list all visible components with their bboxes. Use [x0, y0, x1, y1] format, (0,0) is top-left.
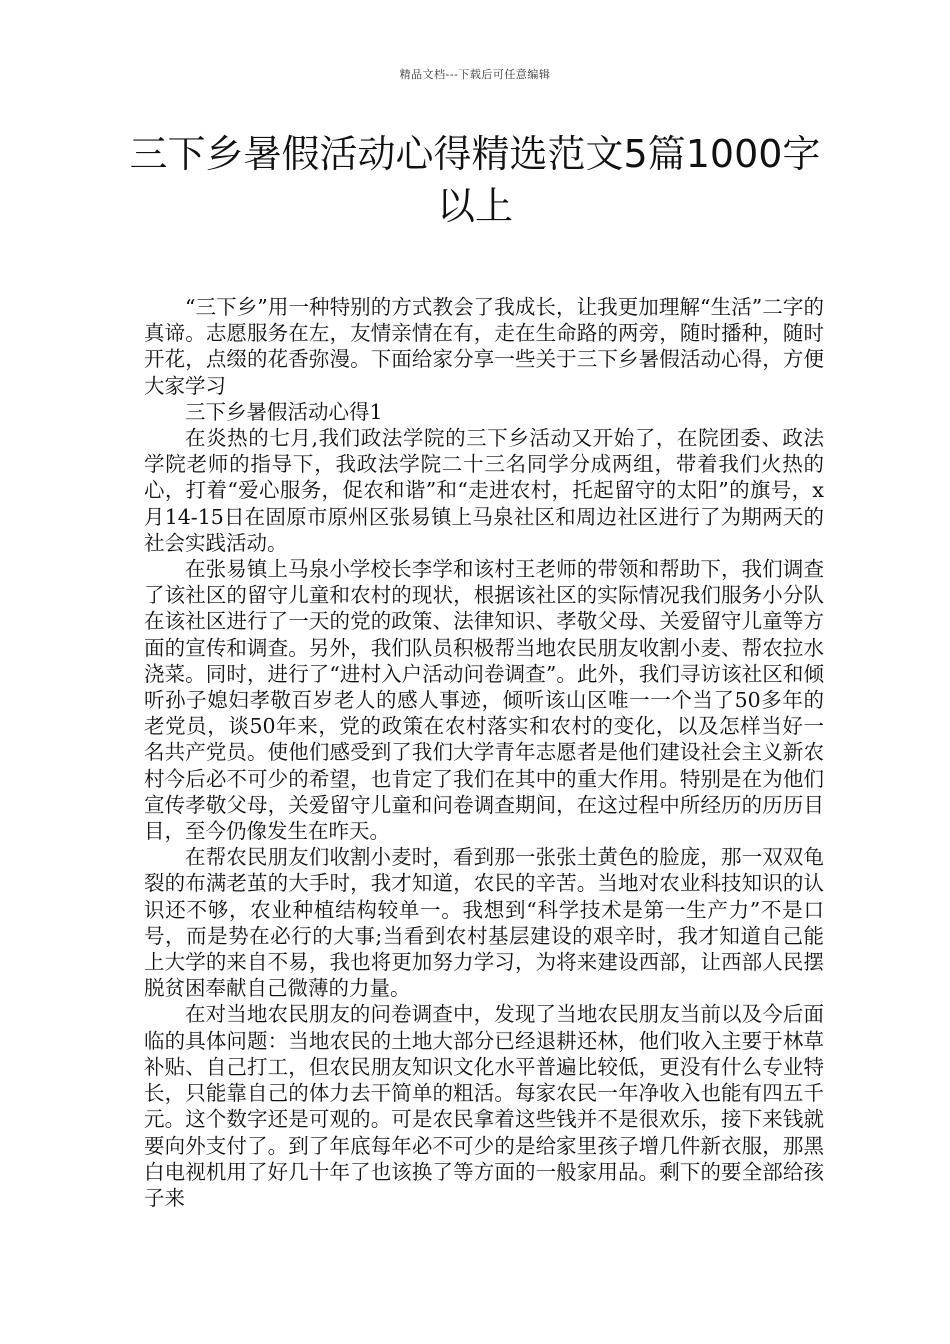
intro-paragraph: “三下乡”用一种特别的方式教会了我成长，让我更加理解“生活”二字的真谛。志愿服务在左，友情亲情在有，走在生命路的两旁，随时播种，随时开花，点缀的花香弥漫。下面给家分享一些关于三下乡暑假活动心得，方便大家学习 [144, 295, 824, 398]
section-heading: 三下乡暑假活动心得1 [185, 399, 383, 424]
document-title: 三下乡暑假活动心得精选范文5篇1000字以上 [129, 132, 821, 228]
body-paragraph: 在帮农民朋友们收割小麦时，看到那一张张土黄色的脸庞，那一双双龟裂的布满老茧的大手时，我才知道，农民的辛苦。当地对农业科技知识的认识还不够，农业种植结构较单一。我想到“科学技术是第一生产力”不是口号，而是势在必行的大事;当看到农村基层建设的艰辛时，我才知道自己能上大学的来自不易，我也将更加努力学习，为将来建设西部，让西部人民摆脱贫困奉献自己微薄的力量。 [144, 845, 824, 1001]
header-note: 精品文档---下载后可任意编辑 [399, 68, 551, 81]
body-paragraph: 在炎热的七月,我们政法学院的三下乡活动又开始了，在院团委、政法学院老师的指导下，我政法学院二十三名同学分成两组，带着我们火热的心，打着“爱心服务，促农和谐”和“走进农村，托起留守的太阳”的旗号，x月14-15日在固原市原州区张易镇上马泉社区和周边社区进行了为期两天的社会实践活动。 [144, 426, 824, 555]
document-body [144, 294, 824, 1211]
body-paragraph: 在对当地农民朋友的问卷调查中，发现了当地农民朋友当前以及今后面临的具体问题：当地农民的土地大部分已经退耕还林，他们收入主要于林草补贴、自己打工，但农民朋友知识文化水平普遍比较低，更没有什么专业特长，只能靠自己的体力去干简单的粗活。每家农民一年净收入也能有四五千元。这个数字还是可观的。可是农民拿着这些钱并不是很欢乐，接下来钱就要向外支付了。到了年底每年必不可少的是给家里孩子增几件新衣服，那黑白电视机用了好几十年了也该换了等方面的一般家用品。剩下的要全部给孩子来 [144, 1002, 824, 1210]
body-paragraph: 在张易镇上马泉小学校长李学和该村王老师的带领和帮助下，我们调查了该社区的留守儿童和农村的现状，根据该社区的实际情况我们服务小分队在该社区进行了一天的党的政策、法律知识、孝敬父母、关爱留守儿童等方面的宣传和调查。另外，我们队员积极帮当地农民朋友收割小麦、帮农拉水浇菜。同时，进行了“进村入户活动问卷调查”。此外，我们寻访该社区和倾听孙子媳妇孝敬百岁老人的感人事迹，倾听该山区唯一一个当了50多年的老党员，谈50年来，党的政策在农村落实和农村的变化，以及怎样当好一名共产党员。使他们感受到了我们大学青年志愿者是他们建设社会主义新农村今后必不可少的希望，也肯定了我们在其中的重大作用。特别是在为他们宣传孝敬父母，关爱留守儿童和问卷调查期间，在这过程中所经历的历历目目，至今仍像发生在昨天。 [144, 557, 824, 844]
